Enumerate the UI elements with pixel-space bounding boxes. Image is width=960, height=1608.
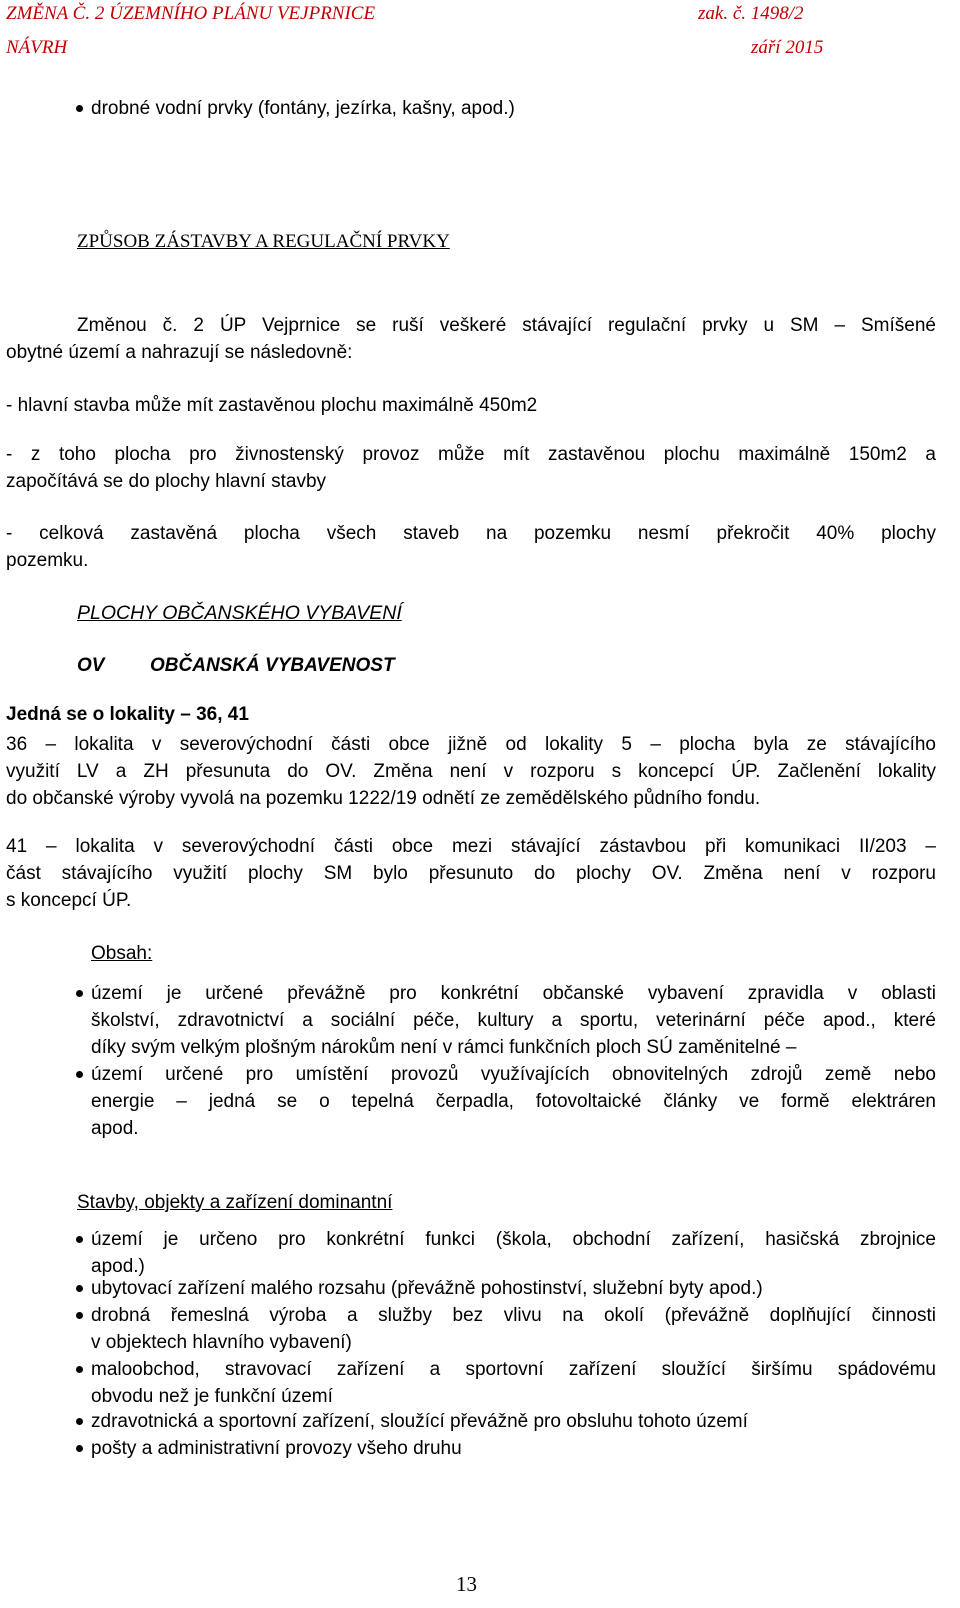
bullet-dot: [76, 990, 83, 997]
paragraph: - hlavní stavba může mít zastavěnou plochu maximálně 450m2: [6, 395, 538, 416]
doc-date: září 2015: [751, 37, 824, 58]
paragraph-line: s koncepcí ÚP.: [6, 890, 132, 911]
list-item-line: území je určeno pro konkrétní funkci (škola, obchodní zařízení, hasičská zbrojnice: [91, 1229, 936, 1250]
doc-status: NÁVRH: [6, 37, 68, 58]
list-item-line: obvodu než je funkční území: [91, 1386, 333, 1407]
paragraph-line: Změnou č. 2 ÚP Vejprnice se ruší veškeré stávající regulační prvky u SM – Smíšené: [77, 315, 936, 336]
bullet-dot: [76, 1312, 83, 1319]
paragraph-line: 41 – lokalita v severovýchodní části obce mezi stávající zástavbou při komunikaci II/203 –: [6, 836, 936, 857]
list-item: ubytovací zařízení malého rozsahu (převážně pohostinství, služební byty apod.): [91, 1278, 763, 1299]
paragraph-line: do občanské výroby vyvolá na pozemku 1222/19 odnětí ze zemědělského půdního fondu.: [6, 788, 761, 809]
paragraph-line: - celková zastavěná plocha všech staveb na pozemku nesmí překročit 40% plochy: [6, 523, 936, 544]
paragraph-line: využití LV a ZH přesunuta do OV. Změna není v rozporu s koncepcí ÚP. Začlenění lokality: [6, 761, 936, 782]
list-item-line: drobná řemeslná výroba a služby bez vlivu na okolí (převážně doplňující činnosti: [91, 1305, 936, 1326]
list-item: zdravotnická a sportovní zařízení, sloužící převážně pro obsluhu tohoto území: [91, 1411, 748, 1432]
bullet-dot: [76, 1071, 83, 1078]
list-item-line: díky svým velkým plošným nárokům není v rámci funkčních ploch SÚ zaměnitelné –: [91, 1037, 797, 1058]
list-item-line: území je určené převážně pro konkrétní občanské vybavení zpravidla v oblasti: [91, 983, 936, 1004]
stavby-heading: Stavby, objekty a zařízení dominantní: [77, 1192, 393, 1213]
list-item-line: v objektech hlavního vybavení): [91, 1332, 352, 1353]
list-item-line: školství, zdravotnictví a sociální péče, kultury a sportu, veterinární péče apod., které: [91, 1010, 936, 1031]
lokality-heading: Jedná se o lokality – 36, 41: [6, 704, 249, 725]
zone-code: OV: [77, 655, 105, 676]
list-item: pošty a administrativní provozy všeho druhu: [91, 1438, 462, 1459]
paragraph-line: část stávajícího využití plochy SM bylo přesunuto do plochy OV. Změna není v rozporu: [6, 863, 936, 884]
list-item-line: energie – jedná se o tepelná čerpadla, fotovoltaické články ve formě elektráren: [91, 1091, 936, 1112]
bullet-dot: [76, 1366, 83, 1373]
paragraph-line: - z toho plocha pro živnostenský provoz může mít zastavěnou plochu maximálně 150m2 a: [6, 444, 936, 465]
zone-title: OBČANSKÁ VYBAVENOST: [150, 655, 395, 676]
bullet-dot: [76, 1418, 83, 1425]
doc-title: ZMĚNA Č. 2 ÚZEMNÍHO PLÁNU VEJPRNICE: [6, 3, 376, 24]
paragraph-line: obytné území a nahrazují se následovně:: [6, 342, 353, 363]
doc-number: zak. č. 1498/2: [698, 3, 804, 24]
bullet-dot: [76, 1445, 83, 1452]
page-number: 13: [456, 1572, 477, 1596]
list-item: drobné vodní prvky (fontány, jezírka, kašny, apod.): [91, 98, 515, 119]
list-item-line: území určené pro umístění provozů využívajících obnovitelných zdrojů země nebo: [91, 1064, 936, 1085]
section-heading: ZPŮSOB ZÁSTAVBY A REGULAČNÍ PRVKY: [77, 231, 450, 252]
paragraph-line: započítává se do plochy hlavní stavby: [6, 471, 327, 492]
paragraph-line: 36 – lokalita v severovýchodní části obce jižně od lokality 5 – plocha byla ze stávajícího: [6, 734, 936, 755]
section-heading: PLOCHY OBČANSKÉHO VYBAVENÍ: [77, 602, 402, 624]
list-item-line: maloobchod, stravovací zařízení a sportovní zařízení sloužící širšímu spádovému: [91, 1359, 936, 1380]
bullet-dot: [76, 1236, 83, 1243]
bullet-dot: [76, 1285, 83, 1292]
list-item-line: apod.): [91, 1256, 145, 1277]
obsah-heading: Obsah:: [91, 943, 153, 964]
bullet-dot: [76, 105, 83, 112]
paragraph-line: pozemku.: [6, 550, 89, 571]
list-item-line: apod.: [91, 1118, 139, 1139]
